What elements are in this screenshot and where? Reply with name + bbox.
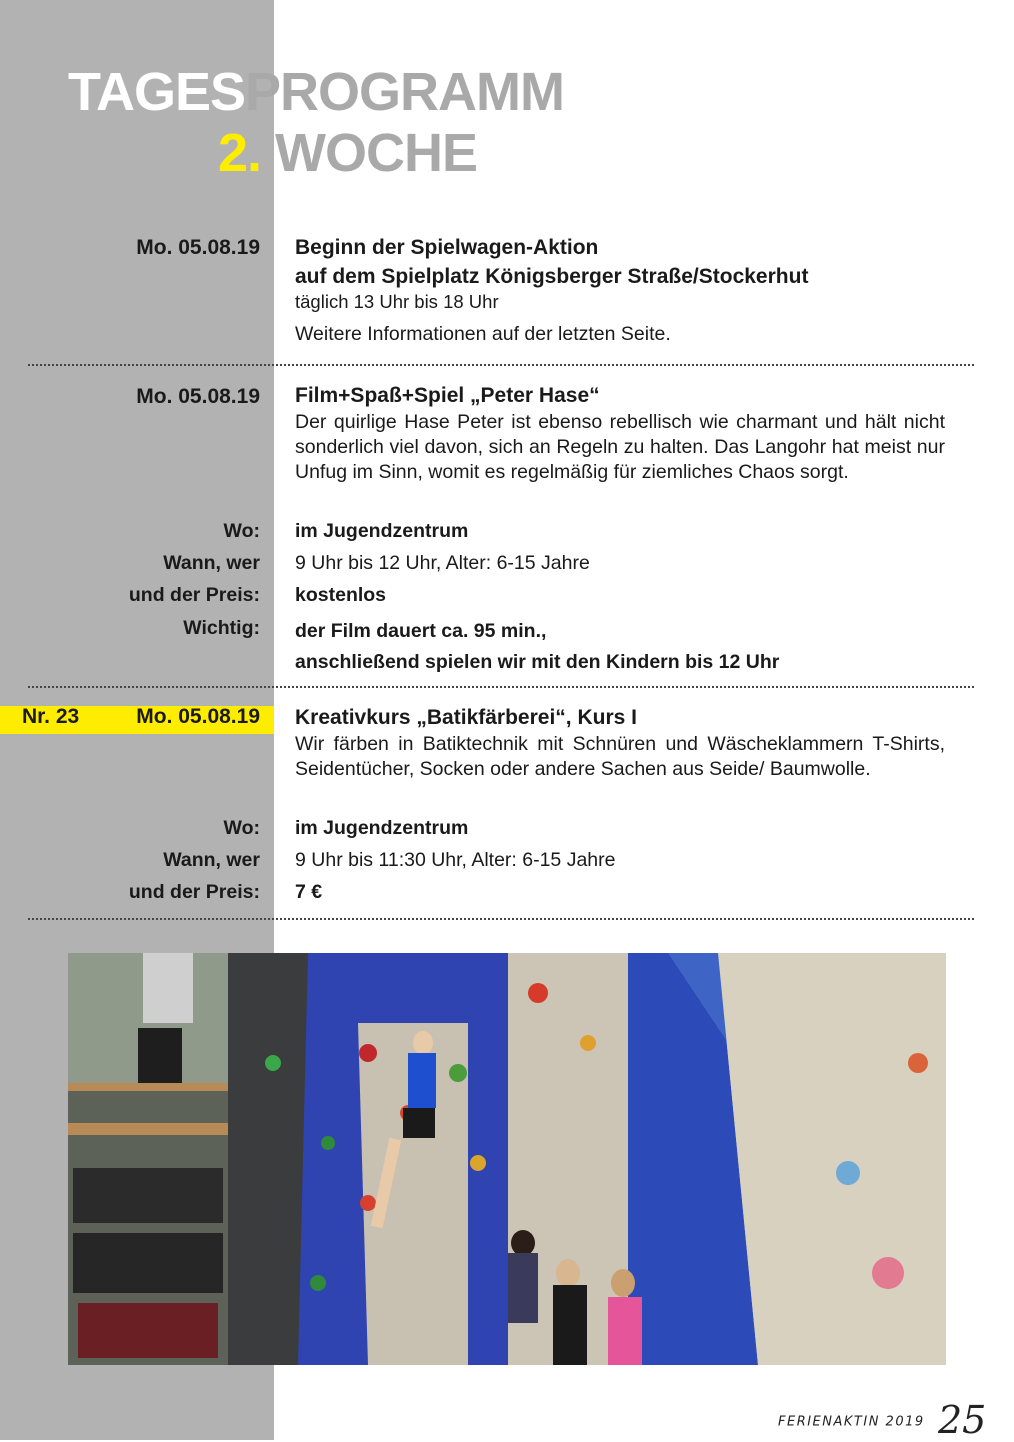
- week-number: 2.: [218, 123, 262, 183]
- entry-2-important: [295, 616, 945, 678]
- entry-3-when-who: 9 Uhr bis 11:30 Uhr, Alter: 6-15 Jahre: [295, 849, 616, 871]
- entry-2-where: im Jugendzentrum: [295, 520, 469, 542]
- entry-1-date: Mo. 05.08.19: [136, 236, 260, 259]
- entry-2-when-who: 9 Uhr bis 12 Uhr, Alter: 6-15 Jahre: [295, 552, 590, 574]
- entry-2-date: Mo. 05.08.19: [136, 385, 260, 408]
- title-part-2: PROGRAMM: [245, 62, 564, 122]
- entry-3-where: im Jugendzentrum: [295, 817, 469, 839]
- entry-3-description: Wir färben in Batiktechnik mit Schnüren und Wäscheklammern T-Shirts, Seidentücher, Socken oder andere Sachen aus Seide/ Baumwolle.: [295, 733, 945, 780]
- divider: [28, 686, 974, 688]
- entry-2-description: Der quirlige Hase Peter ist ebenso rebellisch wie charmant und hält nicht sonderlich viel davon, sich an Regeln zu halten. Das Langohr hat meist nur Unfug im Sinn, womit es regelmäßig für ziemliches Chaos sorgt.: [295, 411, 945, 483]
- entry-1-time: täglich 13 Uhr bis 18 Uhr: [295, 291, 499, 312]
- entry-2-label-price: und der Preis:: [128, 584, 260, 606]
- entry-1-note: Weitere Informationen auf der letzten Seite.: [295, 323, 671, 345]
- entry-1-content: [295, 233, 945, 347]
- entry-3-title: Kreativkurs „Batikfärberei“, Kurs I: [295, 706, 637, 729]
- entry-3-label-when-who: Wann, wer: [163, 849, 260, 871]
- photo-illustration: [68, 953, 946, 1365]
- entry-3-content: [295, 703, 945, 782]
- entry-3-label-price: und der Preis:: [128, 881, 260, 903]
- entry-2-important-line-1: der Film dauert ca. 95 min.,: [295, 620, 547, 642]
- entry-1-title-line-1: Beginn der Spielwagen-Aktion: [295, 236, 599, 259]
- climbing-wall-photo: [68, 953, 946, 1365]
- page-number: 25: [938, 1398, 987, 1442]
- entry-2-price: kostenlos: [295, 584, 387, 606]
- page-subtitle: [218, 125, 477, 181]
- divider: [28, 364, 974, 366]
- entry-2-label-important: Wichtig:: [183, 617, 260, 639]
- entry-3-label-where: Wo:: [223, 817, 260, 839]
- entry-1-title-line-2: auf dem Spielplatz Königsberger Straße/Stockerhut: [295, 265, 809, 288]
- entry-2-content: [295, 381, 945, 485]
- entry-3-price: 7 €: [295, 881, 323, 903]
- entry-3-date: Mo. 05.08.19: [136, 705, 260, 728]
- entry-2-title: Film+Spaß+Spiel „Peter Hase“: [295, 384, 600, 407]
- publication-name: FERIENAKTIN 2019: [778, 1414, 925, 1430]
- entry-2-important-line-2: anschließend spielen wir mit den Kindern bis 12 Uhr: [295, 651, 780, 673]
- divider: [28, 918, 974, 920]
- entry-2-label-when-who: Wann, wer: [163, 552, 260, 574]
- entry-3-number: Nr. 23: [22, 705, 80, 728]
- page-title: [68, 64, 564, 120]
- entry-2-label-where: Wo:: [223, 520, 260, 542]
- title-part-1: TAGES: [68, 62, 246, 122]
- week-word: WOCHE: [261, 123, 478, 183]
